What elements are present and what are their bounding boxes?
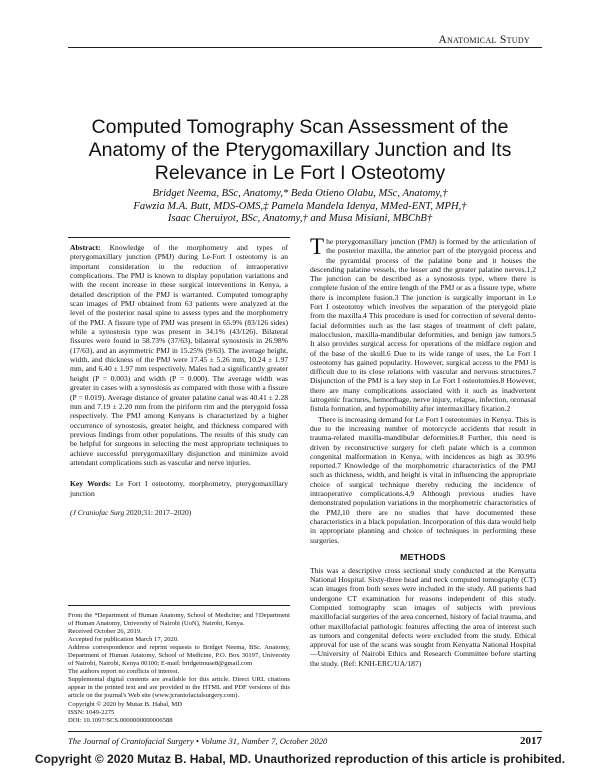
keywords	[70, 479, 288, 498]
header-rule	[68, 47, 542, 48]
footnote-doi: DOI: 10.1097/SCS.0000000000006588	[68, 716, 173, 724]
body-column	[310, 234, 536, 668]
footnote-issn: ISSN: 1049-2275	[68, 708, 115, 716]
keywords-label: Key Words:	[70, 479, 112, 489]
section-header	[0, 30, 600, 48]
copyright-notice: Copyright © 2020 Mutaz B. Habal, MD. Unauthorized reproduction of this article is prohibited.	[34, 752, 566, 766]
footnote-affiliation: From the *Department of Human Anatomy, School of Medicine; and †Department of Human Anatomy, University of Nairobi (UoN), Nairobi, Kenya.	[68, 612, 290, 628]
author-line-1: Bridget Neema, BSc, Anatomy,* Beda Otieno Olabu, MSc, Anatomy,†	[152, 188, 448, 199]
citation: (J Craniofac Surg 2020;31: 2017–2020)	[70, 507, 192, 517]
footer-rule	[68, 731, 542, 732]
abstract-section	[70, 243, 288, 517]
abstract-text: Knowledge of the morphometry and types of pterygomaxillary junction (PMJ) during Le-Fort I osteotomy is an important consideration in the reduction of intraoperative complications. The PMJ is known to display population variations and with the recent increase in these surgical interventions in Kenya, a detailed description of the PMJ is warranted. Computed tomography scan images of PMJ obtained from 63 patients were analyzed at the level of the posterior nasal spine to assess types and the morphometry of the PMJ. A fissure type of PMJ was present in 65.9% (83/126 sides) while a synostosis type was present in 34.1% (43/126). Bilateral fissures were found in 58.73% (37/63), bilateral synostosis in 26.98% (17/63), and an asymmetric PMJ in 15.25% (9/63). The average height, width, and thickness of the PMJ were 17.45 ± 5.26 mm, 10.24 ± 1.97 mm, and 6.40 ± 1.97 mm respectively. Males had a significantly greater height (P = 0.003) and width (P = 0.000). The average width was greater in cases with a synostosis as compared with those with a fissure (P = 0.019). Average distance of greater palatine canal was 40.41 ± 2.28 mm and 7.19 ± 2.20 mm from the piriform rim and the pterygoid fossa respectively. The PMJ among Kenyans is characterized by a higher occurrence of synostosis, greater height, and thickness compared with previous findings from other populations. The results of this study can be helpful for surgeons in selecting the most appropriate techniques to achieve successful pterygomaxillary disjunction and minimize avoid attendant complications such as vascular and nerve injuries.	[70, 243, 288, 467]
footnote-conflicts: The authors report no conflicts of interest.	[68, 668, 180, 676]
article-title: Computed Tomography Scan Assessment of the Anatomy of the Pterygomaxillary Junction and Its Relevance in Le Fort I Osteotomy	[88, 116, 512, 184]
abstract-label: Abstract:	[70, 243, 101, 252]
methods-paragraph: This was a descriptive cross sectional study conducted at the Kenyatta National Hospital. Sixty-three head and neck computed tomography (CT) scan images from both sexes were included in the study. All patients had undergone CT examination for reasons independent of this study. Computed tomography scan images of subjects with previous maxillofacial surgeries of the area concerned, history of facial trauma, and other maxillofacial pathologic features affecting the area of interest such as tumors and congenital defects were excluded from the study. Ethical approval for use of the scans was sought from Kenyatta National Hospital—University of Nairobi Ethics and Research Committee before starting the study. (Ref: KNH-ERC/UA/187)	[310, 565, 536, 668]
keywords-text: Le Fort I osteotomy, morphometry, pterygomaxillary junction	[70, 479, 288, 498]
citation-rest: 2020;31: 2017–2020)	[124, 507, 192, 517]
citation-journal: J Craniofac Surg	[72, 507, 125, 517]
author-line-2: Fawzia M.A. Butt, MDS-OMS,‡ Pamela Mandela Idenya, MMed-ENT, MPH,†	[133, 200, 467, 212]
intro-paragraph-2: There is increasing demand for Le Fort I osteotomies in Kenya. This is due to the increasing number of motorcycle accidents that result in trauma-related maxilla-mandibular deformities.8 Further, this need is driven by reconstructive surgery for cleft palate which is a common congenital malformation in Kenya, with incidences as high as 30.9% reported.7 Knowledge of the morphometric characteristics of the PMJ such as thickness, width, and height is vital in influencing the appropriate choice of surgical technique thereby reducing the incidence of intraoperative complications.4,9 Although previous studies have demonstrated population variations in the morphometric characteristics of the PMJ,10 there are no studies that have documented these characteristics in a black population. Incorporation of this data would help in appropriate planning and choice of techniques in performing these surgeries.	[310, 414, 536, 545]
author-line-3: Isaac Cheruiyot, BSc, Anatomy,† and Musa Misiani, MBChB†	[167, 213, 433, 224]
abstract-paragraph	[70, 243, 288, 467]
footnote-supplemental: Supplemental digital contents are available for this article. Direct URL citations appear in the printed text and are provided in the HTML and PDF versions of this article on the journal's Web site (www.jcraniofacialsurgery.com).	[68, 676, 290, 700]
drop-cap: T	[310, 234, 325, 259]
footnote-copyright: Copyright © 2020 by Mutaz B. Habal, MD	[68, 700, 182, 708]
methods-heading: METHODS	[400, 551, 446, 562]
footnotes	[68, 612, 290, 725]
section-label: Anatomical Study	[438, 34, 530, 46]
intro-text-1: he pterygomaxillary junction (PMJ) is formed by the articulation of the posterior maxilla, the anterior part of the pterygoid process and the pyramidal process of the palatine bone and it houses the descending palatine vessels, the lesser and the greater palatine nerves.1,2 The junction can be described as a synostosis type, where there is complete fusion of the entire length of the PMJ or as a fissure type, where there is incomplete fusion.3 The junction is surgically important in Le Fort I osteotomy which involves the separation of the pterygoid plate from the maxilla.4 This procedure is used for correction of several dento-facial deformities such as the last stages of treatment of cleft palate, malocclusion, maxilla-mandibular deformities, and benign jaw tumors.5 It also provides surgical access for operations of the midface region and of the base of the skull.6 Due to its wide range of uses, the Le Fort I osteotomy has gained popularity. However, surgical access to the PMJ is difficult due to its close relations with vascular and nervous structures.7 Disjunction of the PMJ is a key step in Le Fort I osteotomies.8 However, there are many complications associated with it such as inadvertent iatrogenic fractures, hemorrhage, nerve injury, relapse, infection, oronasal fistula formation, and hypomobility after intermaxillary fixation.2	[310, 237, 536, 414]
author-list	[70, 188, 530, 226]
footnote-accepted: Accepted for publication March 17, 2020.	[68, 636, 179, 644]
intro-paragraph-1	[310, 234, 536, 414]
journal-info: The Journal of Craniofacial Surgery • Volume 31, Number 7, October 2020	[68, 736, 328, 746]
footnote-received: Received October 26, 2019.	[68, 628, 142, 636]
footnote-correspondence: Address correspondence and reprint requests to Bridget Neema, BSc. Anatomy, Department of Human Anatomy, School of Medicine, P.O. Box 30197, University of Nairobi, Nairobi, Kenya 00100; E-mail: bridgetmuse8@gmail.com	[68, 644, 290, 668]
page-number: 2017	[520, 735, 542, 747]
journal-footer	[68, 736, 542, 746]
